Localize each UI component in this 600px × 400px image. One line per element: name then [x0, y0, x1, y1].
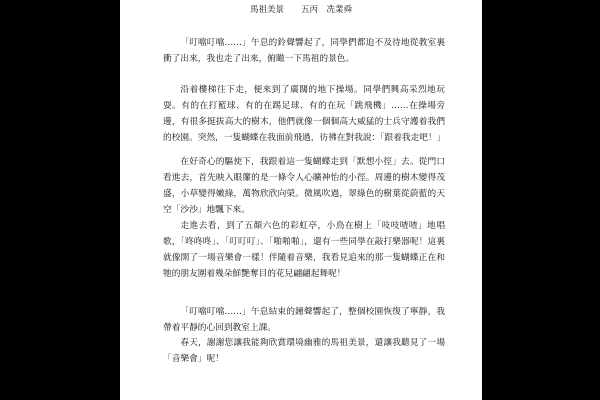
paragraph-6: 春天，謝謝您讓我能夠欣賞環境幽雅的馬祖美景，還讓我聽見了一場「音樂會」呢！ [163, 338, 445, 364]
document-page [120, 0, 482, 400]
paragraph-1: 「叮噹叮噹……」午息的鈴聲響起了，同學們都迫不及待地從教室裏衝了出來，我也走了出來，俯瞰一下馬祖的景色。 [163, 38, 445, 64]
paragraph-4: 走進去看，到了五顏六色的彩虹亭，小鳥在樹上「吱吱喳喳」地唱歌，「咚咚咚」、「叮叮叮」、「啪啪啪」，還有一些同學在敲打樂器呢！這裏就像開了一場音樂會一樣！伴隨着音樂，我看見追來的那一隻蝴蝶正在和牠的朋友圍着幾朵鮮艷奪目的花兒翩翩起舞呢！ [163, 221, 445, 279]
document-title: 馬祖美景 五丙 冼業舜 [249, 5, 352, 15]
paragraph-2: 沿着樓梯往下走，便來到了廣闊的地下操場。同學們興高采烈地玩耍。有的在打籃球、有的在踢足球、有的在玩「跳飛機」……在操場旁邊，有很多挺拔高大的樹木，他們就像一個個高大威猛的士兵守護着我們的校園。突然，一隻蝴蝶在我面前飛過，彷彿在對我說：「跟着我走吧！」 [163, 85, 446, 143]
paragraph-5: 「叮噹叮噹……」午息結束的鐘聲響起了，整個校園恢復了寧靜，我帶着平靜的心回到教室上課。 [163, 307, 445, 333]
paragraph-3: 在好奇心的驅使下，我跟着這一隻蝴蝶走到「默想小徑」去。從門口看進去，首先映入眼簾的是一條令人心曠神怡的小徑。周邊的樹木變得茂盛，小草變得嫩綠，萬物欣欣向榮。微風吹過，翠綠色的樹葉從蔚藍的天空「沙沙」地飄下來。 [163, 157, 445, 215]
